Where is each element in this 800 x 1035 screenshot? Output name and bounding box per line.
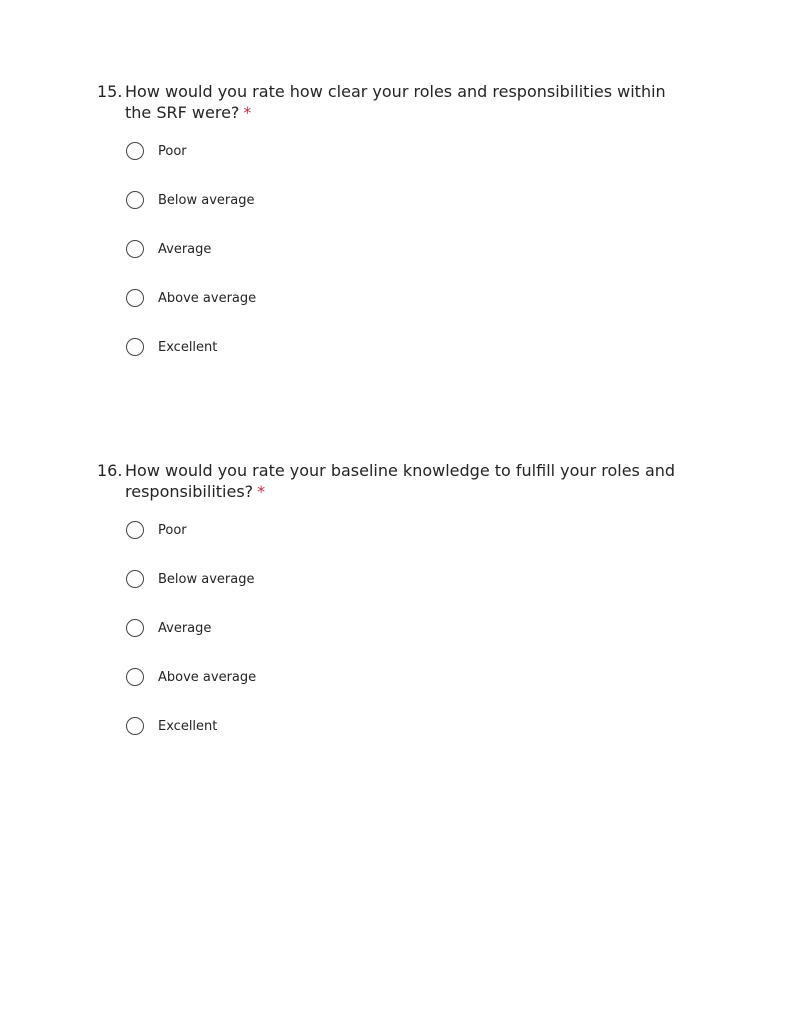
radio-option-poor[interactable] — [126, 140, 677, 162]
option-label: Excellent — [158, 339, 218, 355]
required-marker: * — [257, 482, 266, 501]
option-label: Excellent — [158, 718, 218, 734]
question-text: How would you rate how clear your roles and responsibilities within the SRF were? — [125, 82, 666, 122]
radio-option-below-average[interactable] — [126, 189, 677, 211]
option-label: Above average — [158, 290, 257, 306]
question-number: 15. — [97, 82, 123, 101]
radio-circle-icon[interactable] — [126, 521, 144, 539]
option-label: Average — [158, 241, 212, 257]
option-label: Average — [158, 620, 212, 636]
question-number: 16. — [97, 461, 123, 480]
radio-option-excellent[interactable] — [126, 336, 677, 358]
question-text-wrapper — [125, 81, 677, 123]
option-label: Below average — [158, 571, 255, 587]
radio-group — [126, 140, 677, 358]
radio-group — [126, 519, 677, 737]
radio-option-below-average[interactable] — [126, 568, 677, 590]
option-label: Above average — [158, 669, 257, 685]
radio-circle-icon[interactable] — [126, 191, 144, 209]
question-title — [97, 460, 677, 502]
radio-circle-icon[interactable] — [126, 142, 144, 160]
radio-circle-icon[interactable] — [126, 338, 144, 356]
radio-option-poor[interactable] — [126, 519, 677, 541]
radio-circle-icon[interactable] — [126, 240, 144, 258]
option-label: Poor — [158, 143, 187, 159]
radio-circle-icon[interactable] — [126, 619, 144, 637]
radio-option-above-average[interactable] — [126, 287, 677, 309]
question-text-wrapper — [125, 460, 677, 502]
question-text: How would you rate your baseline knowledge to fulfill your roles and responsibilities? — [125, 461, 676, 501]
radio-option-above-average[interactable] — [126, 666, 677, 688]
question-15 — [97, 81, 677, 385]
option-label: Poor — [158, 522, 187, 538]
radio-circle-icon[interactable] — [126, 289, 144, 307]
radio-circle-icon[interactable] — [126, 668, 144, 686]
required-marker: * — [243, 103, 252, 122]
radio-option-average[interactable] — [126, 617, 677, 639]
radio-option-average[interactable] — [126, 238, 677, 260]
option-label: Below average — [158, 192, 255, 208]
radio-circle-icon[interactable] — [126, 570, 144, 588]
question-16 — [97, 460, 677, 764]
radio-option-excellent[interactable] — [126, 715, 677, 737]
radio-circle-icon[interactable] — [126, 717, 144, 735]
question-title — [97, 81, 677, 123]
